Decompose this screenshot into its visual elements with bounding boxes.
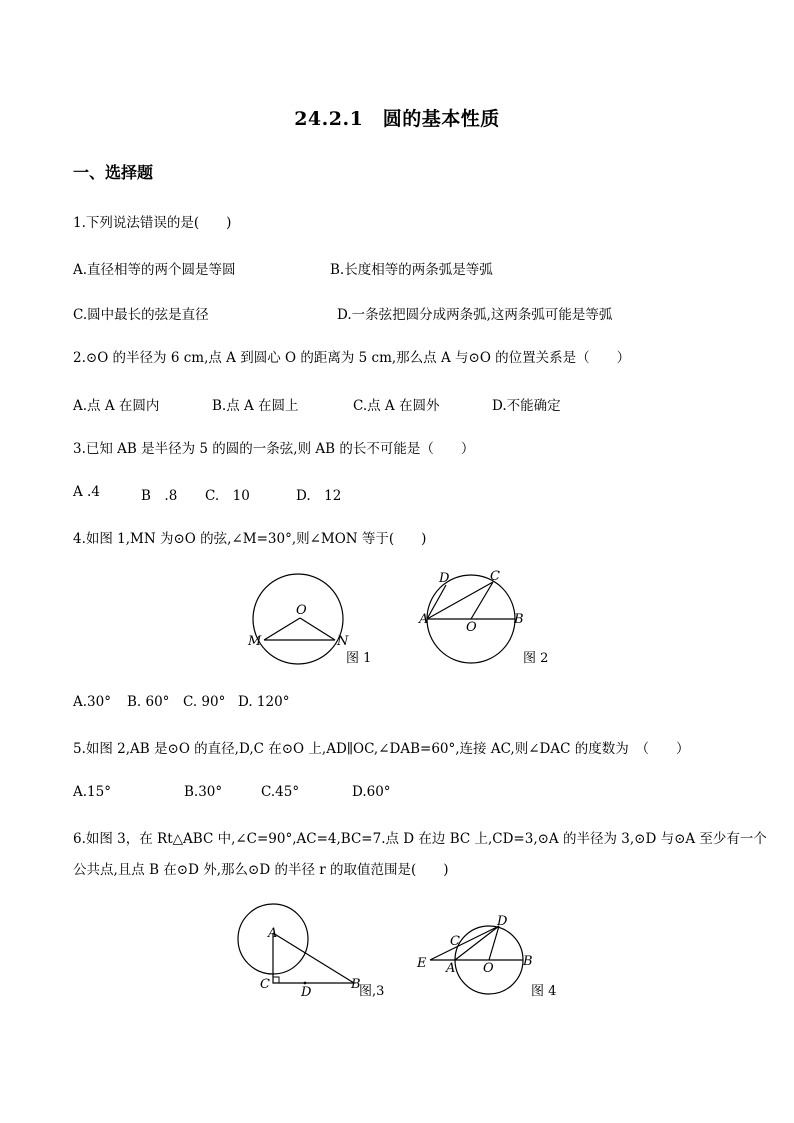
q1-option-d: D.一条弦把圆分成两条弧,这两条弧可能是等弧 bbox=[337, 307, 613, 323]
q2-stem: 2.⊙O 的半径为 6 cm,点 A 到圆心 O 的距离为 5 cm,那么点 A 与⊙O 的位置关系是（ ） bbox=[73, 350, 631, 366]
q1-option-c: C.圆中最长的弦是直径 bbox=[73, 307, 209, 323]
fig4-label-a: A bbox=[446, 961, 456, 976]
q3-option-a: A .4 bbox=[73, 484, 100, 500]
q3-stem: 3.已知 AB 是半径为 5 的圆的一条弦,则 AB 的长不可能是（ ） bbox=[73, 441, 475, 457]
fig1-caption: 图 1 bbox=[346, 651, 372, 666]
q2-option-a: A.点 A 在圆内 bbox=[73, 398, 160, 414]
section-heading: 一、选择题 bbox=[73, 163, 154, 182]
fig4-label-d: D bbox=[497, 914, 508, 929]
figure-1 bbox=[247, 574, 371, 666]
q5-option-b: B.30° bbox=[184, 784, 223, 800]
figure-2 bbox=[418, 569, 548, 666]
q1-option-a: A.直径相等的两个圆是等圆 bbox=[73, 262, 236, 278]
fig4-line-ed bbox=[430, 926, 499, 960]
q4-option-a: A.30° bbox=[73, 694, 111, 710]
fig2-caption: 图 2 bbox=[523, 651, 549, 666]
q5-stem: 5.如图 2,AB 是⊙O 的直径,D,C 在⊙O 上,AD∥OC,∠DAB=60°,连接 AC,则∠DAC 的度数为 （ ） bbox=[73, 741, 690, 757]
fig4-label-c: C bbox=[450, 934, 460, 949]
q5-option-a: A.15° bbox=[73, 784, 111, 800]
q5-option-d: D.60° bbox=[352, 784, 391, 800]
q4-option-c: C. 90° bbox=[183, 694, 226, 710]
fig3-label-d: D bbox=[301, 985, 312, 1000]
fig4-chord-ad bbox=[455, 926, 499, 960]
q3-option-c: C. 10 bbox=[205, 488, 250, 504]
fig1-label-n: N bbox=[337, 634, 349, 649]
fig4-label-o: O bbox=[483, 961, 494, 976]
q5-option-c: C.45° bbox=[261, 784, 300, 800]
fig1-label-o: O bbox=[296, 603, 307, 618]
q1-stem: 1.下列说法错误的是( ) bbox=[73, 215, 232, 231]
fig4-label-e: E bbox=[417, 956, 427, 971]
fig4-caption: 图 4 bbox=[531, 984, 557, 999]
fig3-label-a: A bbox=[268, 926, 278, 941]
fig2-label-d: D bbox=[439, 571, 450, 586]
fig3-triangle-abc bbox=[273, 933, 354, 983]
q6-line-1: 6.如图 3，在 Rt△ABC 中,∠C=90°,AC=4,BC=7.点 D 在边 BC 上,CD=3,⊙A 的半径为 3,⊙D 与⊙A 至少有一个 bbox=[73, 831, 767, 847]
q3-option-b: B .8 bbox=[141, 488, 178, 504]
fig2-label-b: B bbox=[514, 612, 524, 627]
figure-4 bbox=[416, 914, 556, 999]
figures-3-4 bbox=[225, 903, 565, 1003]
fig3-label-c: C bbox=[260, 977, 270, 992]
fig2-label-a: A bbox=[419, 612, 429, 627]
fig1-radius-om bbox=[264, 618, 300, 640]
figure-3 bbox=[238, 904, 384, 1000]
q2-option-d: D.不能确定 bbox=[492, 398, 561, 414]
q1-option-b: B.长度相等的两条弧是等弧 bbox=[330, 262, 493, 278]
fig3-point-d bbox=[304, 982, 307, 985]
fig2-label-o: O bbox=[466, 620, 477, 635]
q4-option-b: B. 60° bbox=[127, 694, 170, 710]
page-title: 24.2.1 圆的基本性质 bbox=[294, 108, 500, 130]
fig3-caption: 图,3 bbox=[359, 984, 385, 999]
fig1-radius-on bbox=[300, 618, 335, 640]
q6-line-2: 公共点,且点 B 在⊙D 外,那么⊙D 的半径 r 的取值范围是( ) bbox=[73, 862, 449, 878]
fig2-label-c: C bbox=[490, 569, 500, 584]
fig4-label-b: B bbox=[523, 954, 533, 969]
figures-1-2 bbox=[240, 565, 570, 675]
fig3-label-b: B bbox=[351, 977, 361, 992]
q2-option-c: C.点 A 在圆外 bbox=[353, 398, 440, 414]
q4-stem: 4.如图 1,MN 为⊙O 的弦,∠M=30°,则∠MON 等于( ) bbox=[73, 531, 427, 547]
fig4-radius-od bbox=[489, 926, 499, 960]
q4-option-d: D. 120° bbox=[238, 694, 290, 710]
q2-option-b: B.点 A 在圆上 bbox=[212, 398, 299, 414]
q3-option-d: D. 12 bbox=[296, 488, 342, 504]
fig3-right-angle-mark bbox=[273, 977, 279, 983]
fig1-label-m: M bbox=[248, 634, 262, 649]
